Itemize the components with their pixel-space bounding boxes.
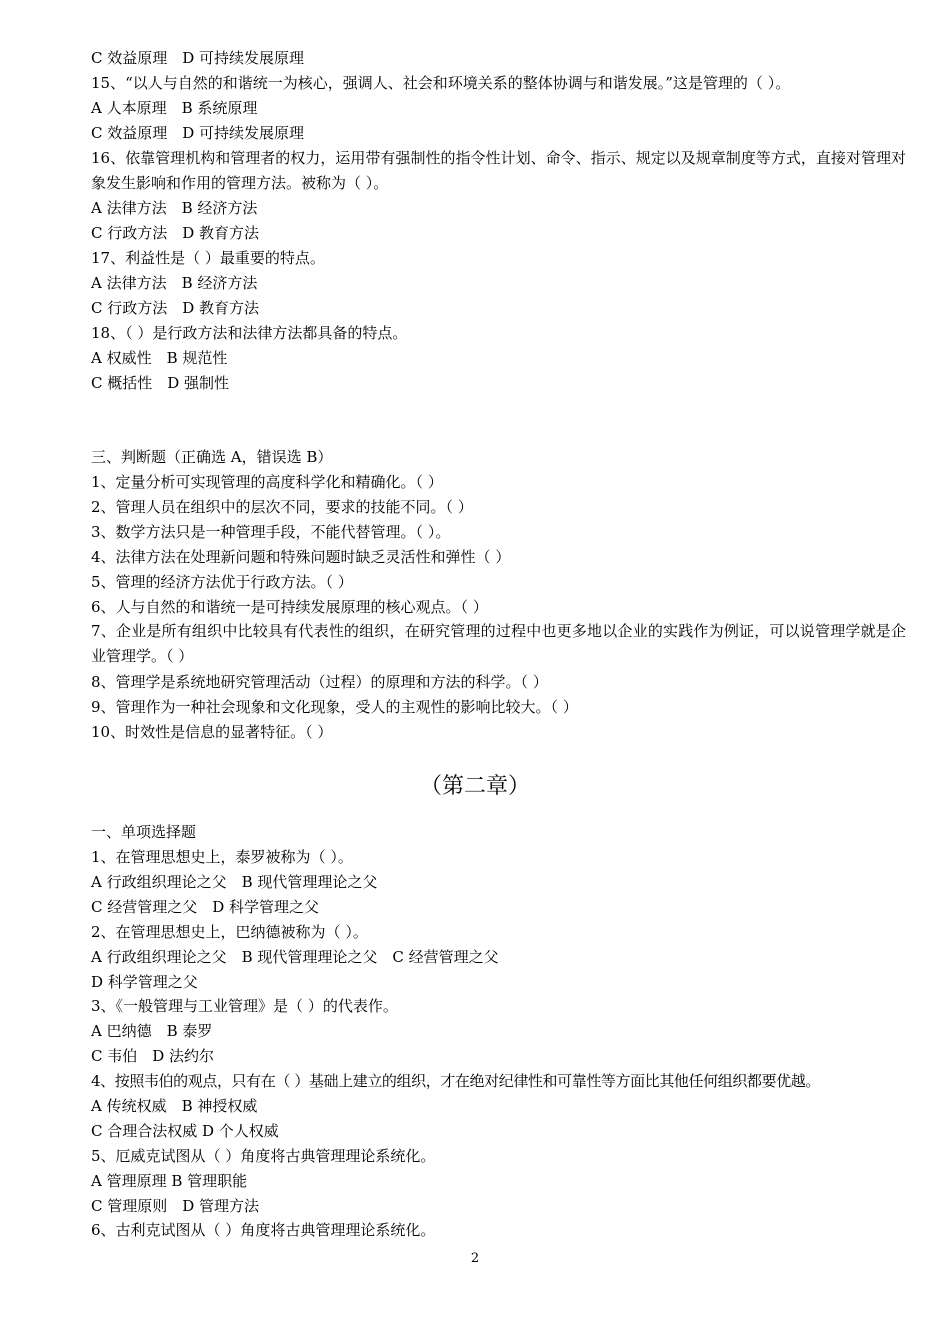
question-17: 17、利益性是（ ）最重要的特点。	[91, 249, 325, 267]
text-line: C 效益原理 D 可持续发展原理	[91, 124, 305, 142]
text-line: C 经营管理之父 D 科学管理之父	[91, 898, 320, 916]
judgement-8: 8、管理学是系统地研究管理活动（过程）的原理和方法的科学。（ ）	[91, 673, 548, 691]
question-18: 18、（ ）是行政方法和法律方法都具备的特点。	[91, 324, 408, 342]
text-line: C 概括性 D 强制性	[91, 374, 230, 392]
section-heading: 一、单项选择题	[91, 823, 197, 841]
judgement-6: 6、人与自然的和谐统一是可持续发展原理的核心观点。（ ）	[91, 598, 488, 616]
text-line: A 法律方法 B 经济方法	[91, 274, 258, 292]
text-line: A 权威性 B 规范性	[91, 349, 228, 367]
judgement-9: 9、管理作为一种社会现象和文化现象，受人的主观性的影响比较大。（ ）	[91, 698, 578, 716]
text-line: C 效益原理 D 可持续发展原理	[91, 49, 305, 67]
text-line: C 合理合法权威 D 个人权威	[91, 1122, 279, 1140]
section-heading: 三、判断题（正确选 A，错误选 B）	[91, 448, 333, 466]
text-line: A 人本原理 B 系统原理	[91, 99, 258, 117]
text-line: C 行政方法 D 教育方法	[91, 299, 260, 317]
judgement-4: 4、法律方法在处理新问题和特殊问题时缺乏灵活性和弹性（ ）	[91, 548, 511, 566]
question-5: 5、厄威克试图从（ ）角度将古典管理理论系统化。	[91, 1147, 436, 1165]
judgement-1: 1、定量分析可实现管理的高度科学化和精确化。（ ）	[91, 473, 443, 491]
text-line: C 管理原则 D 管理方法	[91, 1197, 260, 1215]
text-line: A 法律方法 B 经济方法	[91, 199, 258, 217]
judgement-5: 5、管理的经济方法优于行政方法。（ ）	[91, 573, 353, 591]
judgement-3: 3、数学方法只是一种管理手段，不能代替管理。（ ）。	[91, 523, 451, 541]
judgement-7: 7、企业是所有组织中比较具有代表性的组织，在研究管理的过程中也更多地以企业的实践作为例证，可以说管理学就是企业管理学。（ ）	[91, 622, 906, 665]
question-2: 2、在管理思想史上，巴纳德被称为（ ）。	[91, 923, 368, 941]
text-line: A 行政组织理论之父 B 现代管理理论之父 C 经营管理之父	[91, 948, 499, 966]
text-line: C 韦伯 D 法约尔	[91, 1047, 215, 1065]
chapter-title: （第二章）	[419, 774, 530, 799]
question-1: 1、在管理思想史上，泰罗被称为（ ）。	[91, 848, 353, 866]
question-15: 15、“以人与自然的和谐统一为核心，强调人、社会和环境关系的整体协调与和谐发展。”这是管理的（ ）。	[91, 74, 791, 92]
question-3: 3、《一般管理与工业管理》是（ ）的代表作。	[91, 997, 398, 1015]
question-4: 4、按照韦伯的观点，只有在（ ）基础上建立的组织，才在绝对纪律性和可靠性等方面比其他任何组织都要优越。	[91, 1072, 820, 1090]
text-line: A 传统权威 B 神授权威	[91, 1097, 258, 1115]
judgement-2: 2、管理人员在组织中的层次不同，要求的技能不同。（ ）	[91, 498, 473, 516]
text-line: C 行政方法 D 教育方法	[91, 224, 260, 242]
text-line: A 巴纳德 B 泰罗	[91, 1022, 213, 1040]
question-16: 16、依靠管理机构和管理者的权力，运用带有强制性的指令性计划、命令、指示、规定以及规章制度等方式，直接对管理对象发生影响和作用的管理方法。被称为（ ）。	[91, 149, 906, 192]
page-number: 2	[470, 1251, 480, 1266]
judgement-10: 10、时效性是信息的显著特征。（ ）	[91, 723, 333, 741]
text-line: A 管理原理 B 管理职能	[91, 1172, 248, 1190]
text-line: D 科学管理之父	[91, 973, 198, 991]
text-line: A 行政组织理论之父 B 现代管理理论之父	[91, 873, 378, 891]
question-6: 6、古利克试图从（ ）角度将古典管理理论系统化。	[91, 1221, 436, 1239]
